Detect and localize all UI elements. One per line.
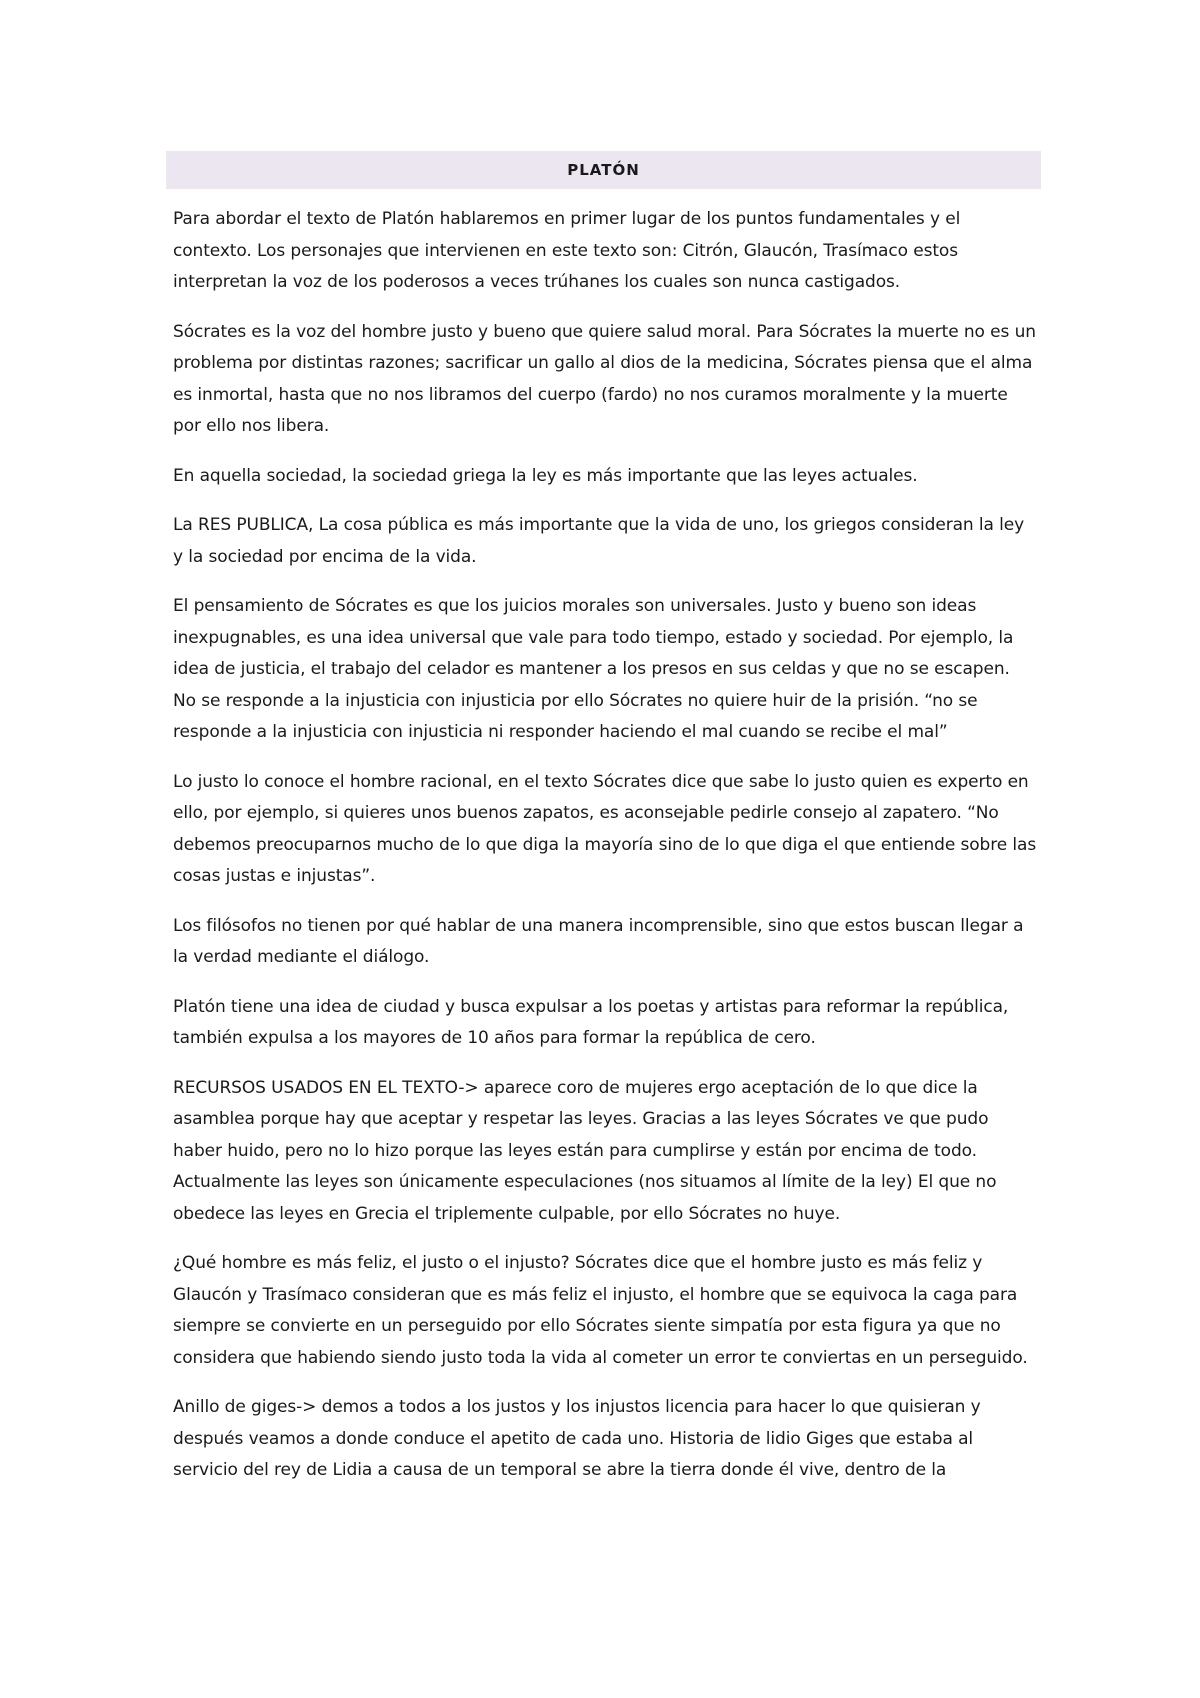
paragraph-city-idea: Platón tiene una idea de ciudad y busca expulsar a los poetas y artistas para reformar la república, también expulsa a los mayores de 10 años para formar la república de cero. xyxy=(173,996,1009,1048)
title-banner xyxy=(166,151,1041,189)
paragraph-moral-judgments: El pensamiento de Sócrates es que los juicios morales son universales. Justo y bueno son ideas inexpugnables, es una idea universal que vale para todo tiempo, estado y sociedad. Por ejemplo, la idea de justicia, el trabajo del celador es mantener a los presos en sus celdas y que no se escapen. No se responde a la injusticia con injusticia por ello Sócrates no quiere huir de la prisión. “no se responde a la injusticia con injusticia ni responder haciendo el mal cuando se recibe el mal” xyxy=(173,596,1014,742)
paragraph-happiness: ¿Qué hombre es más feliz, el justo o el injusto? Sócrates dice que el hombre justo es más feliz y Glaucón y Trasímaco consideran que es más feliz el injusto, el hombre que se equivoca la caga para siempre se convierte en un perseguido por ello Sócrates siente simpatía por esta figura ya que no considera que habiendo siendo justo toda la vida al cometer un error te conviertas en un perseguido. xyxy=(173,1253,1028,1368)
paragraph-intro: Para abordar el texto de Platón hablaremos en primer lugar de los puntos fundamentales y el contexto. Los personajes que intervienen en este texto son: Citrón, Glaucón, Trasímaco estos interpretan la voz de los poderosos a veces trúhanes los cuales son nunca castigados. xyxy=(173,209,961,292)
paragraph-res-publica: La RES PUBLICA, La cosa pública es más importante que la vida de uno, los griegos consideran la ley y la sociedad por encima de la vida. xyxy=(173,515,1025,567)
paragraph-philosophers: Los filósofos no tienen por qué hablar de una manera incomprensible, sino que estos buscan llegar a la verdad mediante el diálogo. xyxy=(173,915,1024,967)
paragraph-resources: RECURSOS USADOS EN EL TEXTO-> aparece coro de mujeres ergo aceptación de lo que dice la asamblea porque hay que aceptar y respetar las leyes. Gracias a las leyes Sócrates ve que pudo haber huido, pero no lo hizo porque las leyes están para cumplirse y están por encima de todo. Actualmente las leyes son únicamente especulaciones (nos situamos al límite de la ley) El que no obedece las leyes en Grecia el triplemente culpable, por ello Sócrates no huye. xyxy=(173,1077,997,1224)
page-title: PLATÓN xyxy=(567,161,640,179)
document-body xyxy=(173,204,1037,1505)
paragraph-greek-society: En aquella sociedad, la sociedad griega la ley es más importante que las leyes actuales. xyxy=(173,465,918,486)
paragraph-socrates-voice: Sócrates es la voz del hombre justo y bueno que quiere salud moral. Para Sócrates la muerte no es un problema por distintas razones; sacrificar un gallo al dios de la medicina, Sócrates piensa que el alma es inmortal, hasta que no nos libramos del cuerpo (fardo) no nos curamos moralmente y la muerte por ello nos libera. xyxy=(173,321,1036,436)
paragraph-gyges-ring: Anillo de giges-> demos a todos a los justos y los injustos licencia para hacer lo que quisieran y después veamos a donde conduce el apetito de cada uno. Historia de lidio Giges que estaba al servicio del rey de Lidia a causa de un temporal se abre la tierra donde él vive, dentro de la xyxy=(173,1397,981,1480)
paragraph-rational-man: Lo justo lo conoce el hombre racional, en el texto Sócrates dice que sabe lo justo quien es experto en ello, por ejemplo, si quieres unos buenos zapatos, es aconsejable pedirle consejo al zapatero. “No debemos preocuparnos mucho de lo que diga la mayoría sino de lo que diga el que entiende sobre las cosas justas e injustas”. xyxy=(173,771,1037,886)
